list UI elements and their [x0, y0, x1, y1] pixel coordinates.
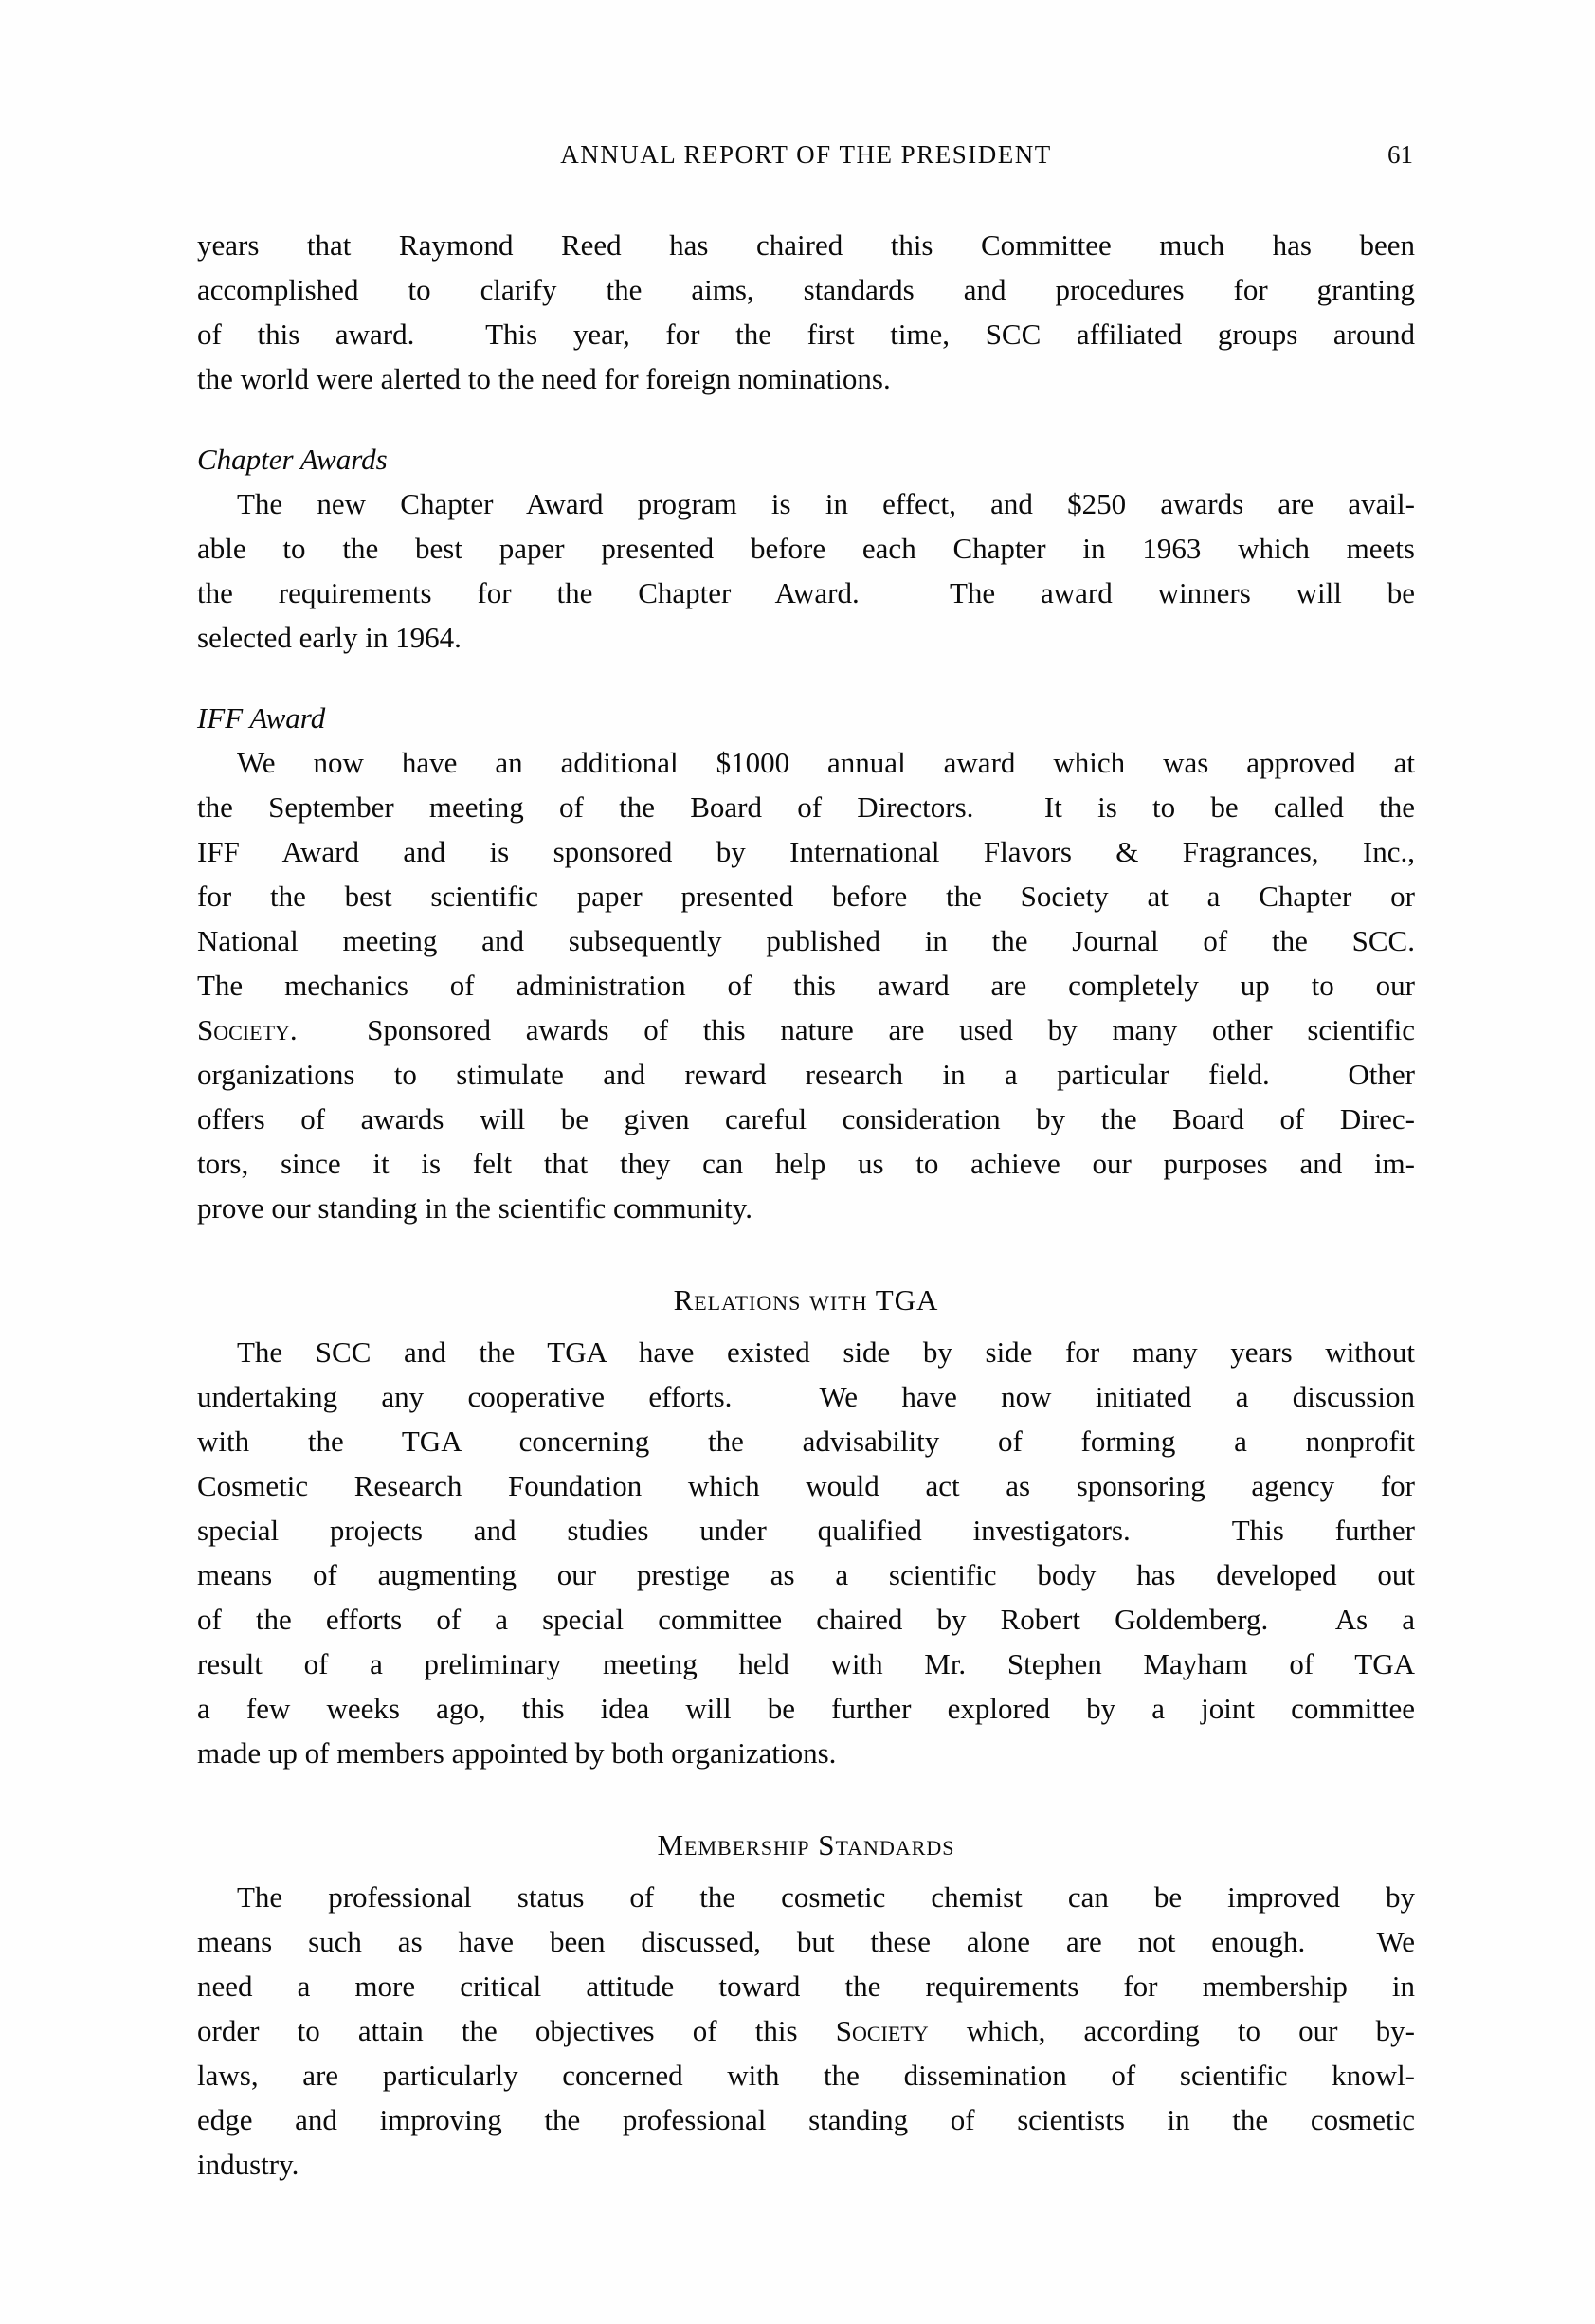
section-heading: Chapter Awards — [197, 443, 388, 476]
text-line: means such as have been discussed, but these alone are not enough. We — [197, 1925, 1415, 1958]
text-line: the September meeting of the Board of Directors. It is to be called the — [197, 790, 1415, 824]
text-line: the world were alerted to the need for foreign nominations. — [197, 362, 891, 395]
paragraph — [197, 1330, 1415, 1775]
text-line: Society. Sponsored awards of this nature are used by many other scientific — [197, 1013, 1415, 1046]
content — [197, 223, 1415, 2187]
text-line: offers of awards will be given careful consideration by the Board of Direc- — [197, 1102, 1415, 1135]
paragraph — [197, 481, 1415, 660]
text-line: able to the best paper presented before each Chapter in 1963 which meets — [197, 532, 1415, 565]
small-caps-text: Society — [197, 1013, 290, 1046]
section-heading: IFF Award — [197, 701, 326, 735]
text-line: edge and improving the professional standing of scientists in the cosmetic — [197, 2103, 1415, 2136]
text-line: of the efforts of a special committee chaired by Robert Goldemberg. As a — [197, 1603, 1415, 1636]
text-line: need a more critical attitude toward the requirements for membership in — [197, 1970, 1415, 2003]
text-line: means of augmenting our prestige as a scientific body has developed out — [197, 1558, 1415, 1591]
text-line: of this award. This year, for the first time, SCC affiliated groups around — [197, 318, 1415, 351]
section-heading: Relations with TGA — [673, 1283, 939, 1316]
paragraph — [197, 740, 1415, 1230]
text-line: special projects and studies under qualified investigators. This further — [197, 1514, 1415, 1547]
section-heading: Membership Standards — [657, 1828, 955, 1861]
text-line: selected early in 1964. — [197, 621, 462, 654]
text-line: a few weeks ago, this idea will be further explored by a joint committee — [197, 1692, 1415, 1725]
paragraph — [197, 1875, 1415, 2187]
text-line: tors, since it is felt that they can help us to achieve our purposes and im- — [197, 1147, 1415, 1180]
text-line: the requirements for the Chapter Award. The award winners will be — [197, 576, 1415, 609]
text-line: organizations to stimulate and reward research in a particular field. Other — [197, 1058, 1415, 1091]
small-caps-text: Society — [835, 2014, 929, 2047]
running-title: ANNUAL REPORT OF THE PRESIDENT — [560, 140, 1052, 169]
text-line: industry. — [197, 2148, 299, 2181]
text-line: The mechanics of administration of this award are completely up to our — [197, 969, 1415, 1002]
text-line: for the best scientific paper presented before the Society at a Chapter or — [197, 880, 1415, 913]
text-line: Cosmetic Research Foundation which would act as sponsoring agency for — [197, 1469, 1415, 1502]
text-line: years that Raymond Reed has chaired this Committee much has been — [197, 228, 1415, 262]
text-line: The SCC and the TGA have existed side by side for many years without — [237, 1335, 1415, 1369]
text-line: order to attain the objectives of this Society which, according to our by- — [197, 2014, 1415, 2047]
text-line: undertaking any cooperative efforts. We have now initiated a discussion — [197, 1380, 1415, 1413]
page-number: 61 — [1387, 140, 1413, 169]
text-line: The new Chapter Award program is in effect, and $250 awards are avail- — [237, 487, 1415, 520]
text-line: made up of members appointed by both organizations. — [197, 1736, 837, 1770]
text-block — [197, 133, 1415, 2187]
paragraph — [197, 223, 1415, 401]
page-header — [197, 133, 1415, 177]
text-line: laws, are particularly concerned with the dissemination of scientific knowl- — [197, 2059, 1415, 2092]
text-line: with the TGA concerning the advisability of forming a nonprofit — [197, 1425, 1415, 1458]
text-line: We now have an additional $1000 annual award which was approved at — [237, 746, 1415, 779]
text-line: accomplished to clarify the aims, standards and procedures for granting — [197, 273, 1415, 306]
text-line: IFF Award and is sponsored by International Flavors & Fragrances, Inc., — [197, 835, 1415, 868]
text-line: prove our standing in the scientific community. — [197, 1191, 753, 1225]
text-line: result of a preliminary meeting held with Mr. Stephen Mayham of TGA — [197, 1647, 1415, 1680]
text-line: National meeting and subsequently published in the Journal of the SCC. — [197, 924, 1415, 957]
text-line: The professional status of the cosmetic chemist can be improved by — [237, 1880, 1415, 1914]
